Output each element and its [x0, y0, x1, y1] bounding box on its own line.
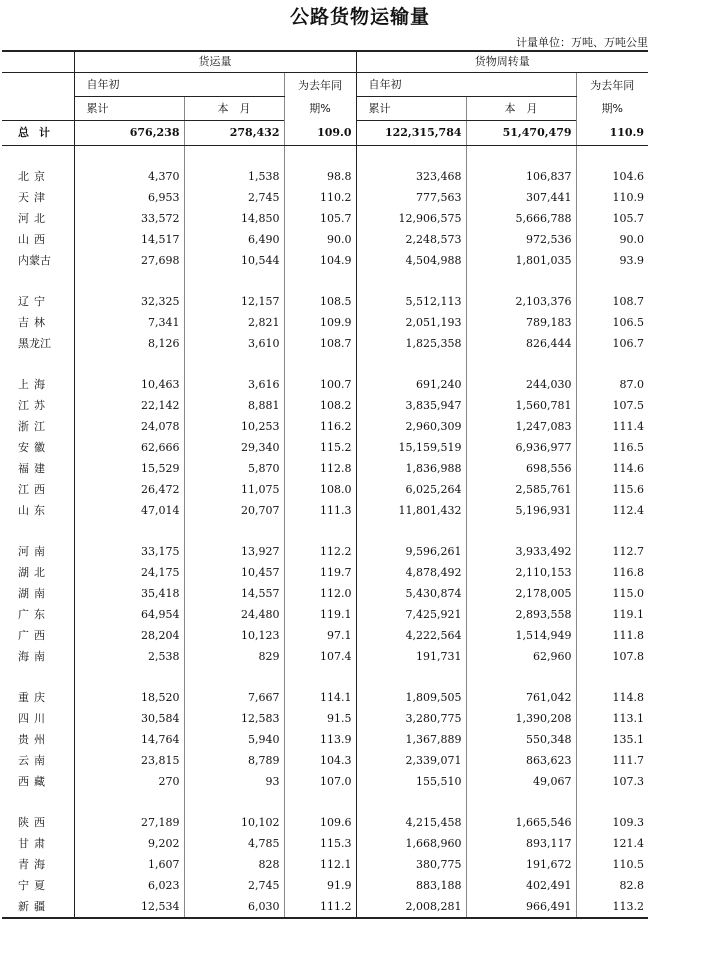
table-row	[2, 541, 648, 562]
region-name: 甘肃	[18, 837, 50, 850]
cell-mon-turn: 2,178,005	[466, 583, 576, 604]
total-mon-turn: 51,470,479	[466, 121, 576, 146]
table-row	[2, 854, 648, 875]
cell-mon-vol: 8,789	[184, 750, 284, 771]
cell-pct-turn: 90.0	[576, 229, 648, 250]
region-name: 宁夏	[18, 879, 50, 892]
table-row	[2, 604, 648, 625]
total-row	[2, 121, 648, 146]
cell-cum-vol: 35,418	[74, 583, 184, 604]
cell-pct-vol: 90.0	[284, 229, 356, 250]
cell-mon-turn: 966,491	[466, 896, 576, 918]
cell-cum-turn: 191,731	[356, 646, 466, 667]
cell-mon-vol: 8,881	[184, 395, 284, 416]
cell-pct-vol: 108.0	[284, 479, 356, 500]
cell-pct-turn: 113.1	[576, 708, 648, 729]
cell-mon-vol: 6,490	[184, 229, 284, 250]
cell-pct-turn: 114.8	[576, 687, 648, 708]
cell-mon-turn: 402,491	[466, 875, 576, 896]
cell-mon-vol: 829	[184, 646, 284, 667]
cell-pct-turn: 107.8	[576, 646, 648, 667]
cell-mon-vol: 93	[184, 771, 284, 792]
cell-cum-turn: 5,430,874	[356, 583, 466, 604]
cell-cum-vol: 24,078	[74, 416, 184, 437]
cell-pct-vol: 109.6	[284, 812, 356, 833]
cell-mon-turn: 2,893,558	[466, 604, 576, 625]
table-body	[2, 121, 648, 919]
cell-cum-turn: 1,825,358	[356, 333, 466, 354]
cell-cum-turn: 15,159,519	[356, 437, 466, 458]
region-name: 辽宁	[18, 295, 50, 308]
cell-pct-turn: 104.6	[576, 166, 648, 187]
table-header	[2, 51, 648, 121]
cell-cum-turn: 2,051,193	[356, 312, 466, 333]
table-row	[2, 229, 648, 250]
cell-cum-vol: 22,142	[74, 395, 184, 416]
cell-mon-turn: 191,672	[466, 854, 576, 875]
cell-pct-vol: 100.7	[284, 374, 356, 395]
cell-cum-turn: 4,215,458	[356, 812, 466, 833]
cell-mon-vol: 12,583	[184, 708, 284, 729]
cell-cum-turn: 777,563	[356, 187, 466, 208]
total-cum-turn: 122,315,784	[356, 121, 466, 146]
cell-cum-turn: 9,596,261	[356, 541, 466, 562]
cell-mon-vol: 2,821	[184, 312, 284, 333]
cell-pct-turn: 93.9	[576, 250, 648, 271]
cell-cum-vol: 7,341	[74, 312, 184, 333]
cell-mon-vol: 4,785	[184, 833, 284, 854]
cell-cum-vol: 14,517	[74, 229, 184, 250]
cell-pct-vol: 104.9	[284, 250, 356, 271]
cell-pct-vol: 115.3	[284, 833, 356, 854]
cell-pct-vol: 116.2	[284, 416, 356, 437]
cell-pct-vol: 98.8	[284, 166, 356, 187]
cell-pct-turn: 110.9	[576, 187, 648, 208]
table-row	[2, 896, 648, 918]
cell-mon-turn: 2,103,376	[466, 291, 576, 312]
cell-pct-turn: 113.2	[576, 896, 648, 918]
table-row	[2, 833, 648, 854]
cell-mon-vol: 20,707	[184, 500, 284, 521]
cell-pct-turn: 112.4	[576, 500, 648, 521]
region-name: 内蒙古	[18, 254, 51, 267]
cell-pct-turn: 116.5	[576, 437, 648, 458]
region-name: 四川	[18, 712, 50, 725]
cell-pct-vol: 91.5	[284, 708, 356, 729]
cell-cum-vol: 24,175	[74, 562, 184, 583]
spacer-row	[2, 667, 648, 687]
cell-mon-turn: 550,348	[466, 729, 576, 750]
cell-cum-turn: 1,668,960	[356, 833, 466, 854]
table-row	[2, 312, 648, 333]
cell-cum-turn: 11,801,432	[356, 500, 466, 521]
cell-mon-vol: 10,123	[184, 625, 284, 646]
table-row	[2, 250, 648, 271]
cell-cum-turn: 323,468	[356, 166, 466, 187]
cell-mon-vol: 2,745	[184, 187, 284, 208]
cell-cum-vol: 1,607	[74, 854, 184, 875]
table-row	[2, 416, 648, 437]
cell-cum-vol: 270	[74, 771, 184, 792]
cell-pct-turn: 87.0	[576, 374, 648, 395]
cell-mon-vol: 14,850	[184, 208, 284, 229]
table-row	[2, 395, 648, 416]
cell-mon-vol: 7,667	[184, 687, 284, 708]
cell-mon-turn: 1,247,083	[466, 416, 576, 437]
cell-cum-turn: 6,025,264	[356, 479, 466, 500]
header-freight-turnover: 货物周转量	[356, 51, 648, 73]
cell-pct-turn: 116.8	[576, 562, 648, 583]
cell-pct-vol: 107.0	[284, 771, 356, 792]
cell-mon-turn: 106,837	[466, 166, 576, 187]
total-pct-vol: 109.0	[284, 121, 356, 146]
region-name: 上海	[18, 378, 50, 391]
cell-mon-turn: 826,444	[466, 333, 576, 354]
cell-pct-vol: 108.5	[284, 291, 356, 312]
cell-cum-turn: 3,835,947	[356, 395, 466, 416]
cell-pct-turn: 119.1	[576, 604, 648, 625]
table-row	[2, 291, 648, 312]
cell-mon-turn: 893,117	[466, 833, 576, 854]
region-name: 浙江	[18, 420, 50, 433]
cell-pct-vol: 109.9	[284, 312, 356, 333]
cell-mon-vol: 828	[184, 854, 284, 875]
region-name: 新疆	[2, 896, 74, 918]
cell-pct-turn: 82.8	[576, 875, 648, 896]
cell-cum-turn: 4,504,988	[356, 250, 466, 271]
cell-pct-turn: 107.5	[576, 395, 648, 416]
cell-pct-vol: 104.3	[284, 750, 356, 771]
cell-pct-turn: 106.5	[576, 312, 648, 333]
cell-pct-turn: 112.7	[576, 541, 648, 562]
region-name: 湖北	[18, 566, 50, 579]
cell-mon-turn: 5,666,788	[466, 208, 576, 229]
cell-cum-turn: 5,512,113	[356, 291, 466, 312]
region-name: 江苏	[18, 399, 50, 412]
header-freight-volume: 货运量	[74, 51, 356, 73]
cell-pct-turn: 115.0	[576, 583, 648, 604]
header-cumulative-turn: 累计	[356, 97, 466, 121]
cell-pct-turn: 121.4	[576, 833, 648, 854]
cell-mon-turn: 307,441	[466, 187, 576, 208]
cell-mon-turn: 244,030	[466, 374, 576, 395]
cell-cum-turn: 691,240	[356, 374, 466, 395]
cell-pct-vol: 112.2	[284, 541, 356, 562]
cell-mon-turn: 62,960	[466, 646, 576, 667]
cell-cum-vol: 9,202	[74, 833, 184, 854]
cell-mon-vol: 6,030	[184, 896, 284, 918]
cell-pct-vol: 114.1	[284, 687, 356, 708]
cell-cum-vol: 27,189	[74, 812, 184, 833]
cell-mon-vol: 24,480	[184, 604, 284, 625]
table-row	[2, 208, 648, 229]
table-row	[2, 708, 648, 729]
total-mon-vol: 278,432	[184, 121, 284, 146]
cell-cum-vol: 15,529	[74, 458, 184, 479]
cell-mon-turn: 3,933,492	[466, 541, 576, 562]
cell-cum-vol: 64,954	[74, 604, 184, 625]
cell-mon-vol: 14,557	[184, 583, 284, 604]
cell-mon-turn: 1,560,781	[466, 395, 576, 416]
cell-mon-turn: 1,390,208	[466, 708, 576, 729]
cell-mon-vol: 2,745	[184, 875, 284, 896]
cell-mon-vol: 29,340	[184, 437, 284, 458]
cell-pct-vol: 91.9	[284, 875, 356, 896]
cell-pct-turn: 106.7	[576, 333, 648, 354]
total-pct-turn: 110.9	[576, 121, 648, 146]
cell-pct-vol: 119.7	[284, 562, 356, 583]
table-row	[2, 437, 648, 458]
spacer-row	[2, 354, 648, 374]
header-since-start-vol: 自年初	[74, 73, 284, 97]
cell-cum-vol: 6,953	[74, 187, 184, 208]
table-row	[2, 458, 648, 479]
cell-pct-vol: 97.1	[284, 625, 356, 646]
cell-mon-vol: 12,157	[184, 291, 284, 312]
cell-pct-turn: 111.7	[576, 750, 648, 771]
region-name: 河北	[18, 212, 50, 225]
header-yoy-vol: 为去年同 期%	[284, 73, 356, 121]
region-name: 重庆	[18, 691, 50, 704]
cell-cum-turn: 380,775	[356, 854, 466, 875]
table-row	[2, 625, 648, 646]
table-row	[2, 562, 648, 583]
cell-pct-turn: 135.1	[576, 729, 648, 750]
cell-cum-turn: 4,222,564	[356, 625, 466, 646]
table-row	[2, 500, 648, 521]
cell-cum-vol: 47,014	[74, 500, 184, 521]
header-yoy-turn: 为去年同 期%	[576, 73, 648, 121]
cell-cum-turn: 1,836,988	[356, 458, 466, 479]
cell-mon-turn: 6,936,977	[466, 437, 576, 458]
region-name: 西藏	[18, 775, 50, 788]
cell-cum-turn: 12,906,575	[356, 208, 466, 229]
cell-mon-turn: 5,196,931	[466, 500, 576, 521]
cell-pct-vol: 112.8	[284, 458, 356, 479]
region-name: 广东	[18, 608, 50, 621]
region-name: 北京	[18, 170, 50, 183]
cell-cum-turn: 1,809,505	[356, 687, 466, 708]
header-corner	[2, 51, 74, 73]
region-name: 青海	[18, 858, 50, 871]
region-name: 海南	[18, 650, 50, 663]
region-name: 吉林	[18, 316, 50, 329]
cell-mon-turn: 789,183	[466, 312, 576, 333]
cell-cum-vol: 2,538	[74, 646, 184, 667]
table-row	[2, 687, 648, 708]
table-row	[2, 729, 648, 750]
cell-cum-vol: 10,463	[74, 374, 184, 395]
cell-cum-vol: 33,175	[74, 541, 184, 562]
cell-mon-turn: 2,110,153	[466, 562, 576, 583]
cell-pct-turn: 110.5	[576, 854, 648, 875]
cell-cum-vol: 18,520	[74, 687, 184, 708]
cell-cum-vol: 12,534	[74, 896, 184, 918]
cell-mon-vol: 5,940	[184, 729, 284, 750]
cell-cum-vol: 14,764	[74, 729, 184, 750]
table-row	[2, 646, 648, 667]
cell-mon-vol: 1,538	[184, 166, 284, 187]
cell-cum-vol: 28,204	[74, 625, 184, 646]
cell-mon-vol: 5,870	[184, 458, 284, 479]
cell-pct-vol: 112.1	[284, 854, 356, 875]
region-name: 黑龙江	[18, 337, 51, 350]
cell-pct-vol: 111.3	[284, 500, 356, 521]
table-row	[2, 750, 648, 771]
cell-mon-turn: 49,067	[466, 771, 576, 792]
cell-cum-turn: 3,280,775	[356, 708, 466, 729]
header-cumulative-vol: 累计	[74, 97, 184, 121]
cell-cum-turn: 883,188	[356, 875, 466, 896]
cell-mon-turn: 761,042	[466, 687, 576, 708]
cell-mon-turn: 1,514,949	[466, 625, 576, 646]
cell-cum-turn: 7,425,921	[356, 604, 466, 625]
table-row	[2, 166, 648, 187]
unit-note: 计量单位：万吨、万吨公里	[516, 36, 648, 49]
cell-pct-vol: 112.0	[284, 583, 356, 604]
cell-pct-turn: 107.3	[576, 771, 648, 792]
cell-mon-vol: 10,544	[184, 250, 284, 271]
cell-cum-vol: 4,370	[74, 166, 184, 187]
cell-mon-turn: 1,665,546	[466, 812, 576, 833]
header-month-turn: 本 月	[466, 97, 576, 121]
table-row	[2, 812, 648, 833]
region-name: 江西	[18, 483, 50, 496]
cell-pct-turn: 115.6	[576, 479, 648, 500]
cell-pct-vol: 119.1	[284, 604, 356, 625]
cell-pct-vol: 111.2	[284, 896, 356, 918]
region-name: 陕西	[18, 816, 50, 829]
header-month-vol: 本 月	[184, 97, 284, 121]
cell-pct-turn: 105.7	[576, 208, 648, 229]
page-title: 公路货物运输量	[289, 6, 430, 28]
cell-cum-vol: 6,023	[74, 875, 184, 896]
spacer-row	[2, 792, 648, 812]
spacer-row	[2, 146, 648, 167]
cell-cum-turn: 155,510	[356, 771, 466, 792]
region-name: 贵州	[18, 733, 50, 746]
cell-pct-vol: 108.2	[284, 395, 356, 416]
cell-mon-turn: 972,536	[466, 229, 576, 250]
cell-cum-vol: 30,584	[74, 708, 184, 729]
cell-pct-vol: 110.2	[284, 187, 356, 208]
cell-pct-vol: 107.4	[284, 646, 356, 667]
cell-pct-turn: 108.7	[576, 291, 648, 312]
cell-cum-turn: 4,878,492	[356, 562, 466, 583]
table-row	[2, 187, 648, 208]
table-row	[2, 479, 648, 500]
cell-pct-vol: 115.2	[284, 437, 356, 458]
cell-cum-vol: 62,666	[74, 437, 184, 458]
total-cum-vol: 676,238	[74, 121, 184, 146]
region-name: 山东	[18, 504, 50, 517]
cell-cum-vol: 26,472	[74, 479, 184, 500]
cell-pct-vol: 108.7	[284, 333, 356, 354]
cell-cum-turn: 2,339,071	[356, 750, 466, 771]
cell-cum-vol: 23,815	[74, 750, 184, 771]
cell-mon-vol: 10,457	[184, 562, 284, 583]
spacer-row	[2, 271, 648, 291]
cell-cum-turn: 2,960,309	[356, 416, 466, 437]
cell-mon-vol: 10,102	[184, 812, 284, 833]
cell-pct-turn: 111.8	[576, 625, 648, 646]
region-name: 山西	[18, 233, 50, 246]
cell-cum-turn: 2,008,281	[356, 896, 466, 918]
cell-cum-vol: 8,126	[74, 333, 184, 354]
cell-cum-vol: 32,325	[74, 291, 184, 312]
cell-mon-turn: 2,585,761	[466, 479, 576, 500]
region-name: 云南	[18, 754, 50, 767]
cell-mon-turn: 863,623	[466, 750, 576, 771]
table-row	[2, 374, 648, 395]
cell-cum-vol: 33,572	[74, 208, 184, 229]
cell-mon-turn: 698,556	[466, 458, 576, 479]
cell-pct-vol: 105.7	[284, 208, 356, 229]
spacer-row	[2, 521, 648, 541]
region-name: 湖南	[18, 587, 50, 600]
region-name: 安徽	[18, 441, 50, 454]
table-row	[2, 875, 648, 896]
cell-pct-vol: 113.9	[284, 729, 356, 750]
cell-pct-turn: 111.4	[576, 416, 648, 437]
table-row	[2, 333, 648, 354]
region-name: 河南	[18, 545, 50, 558]
cell-mon-turn: 1,801,035	[466, 250, 576, 271]
region-name: 广西	[18, 629, 50, 642]
cell-pct-turn: 109.3	[576, 812, 648, 833]
cell-cum-vol: 27,698	[74, 250, 184, 271]
table-row	[2, 583, 648, 604]
header-since-start-turn: 自年初	[356, 73, 576, 97]
table-row	[2, 771, 648, 792]
region-name: 福建	[18, 462, 50, 475]
freight-table	[2, 50, 648, 919]
cell-mon-vol: 3,610	[184, 333, 284, 354]
cell-cum-turn: 1,367,889	[356, 729, 466, 750]
cell-mon-vol: 10,253	[184, 416, 284, 437]
cell-mon-vol: 13,927	[184, 541, 284, 562]
cell-mon-vol: 3,616	[184, 374, 284, 395]
cell-mon-vol: 11,075	[184, 479, 284, 500]
cell-pct-turn: 114.6	[576, 458, 648, 479]
region-name: 天津	[18, 191, 50, 204]
cell-cum-turn: 2,248,573	[356, 229, 466, 250]
total-label: 总计	[2, 121, 74, 146]
